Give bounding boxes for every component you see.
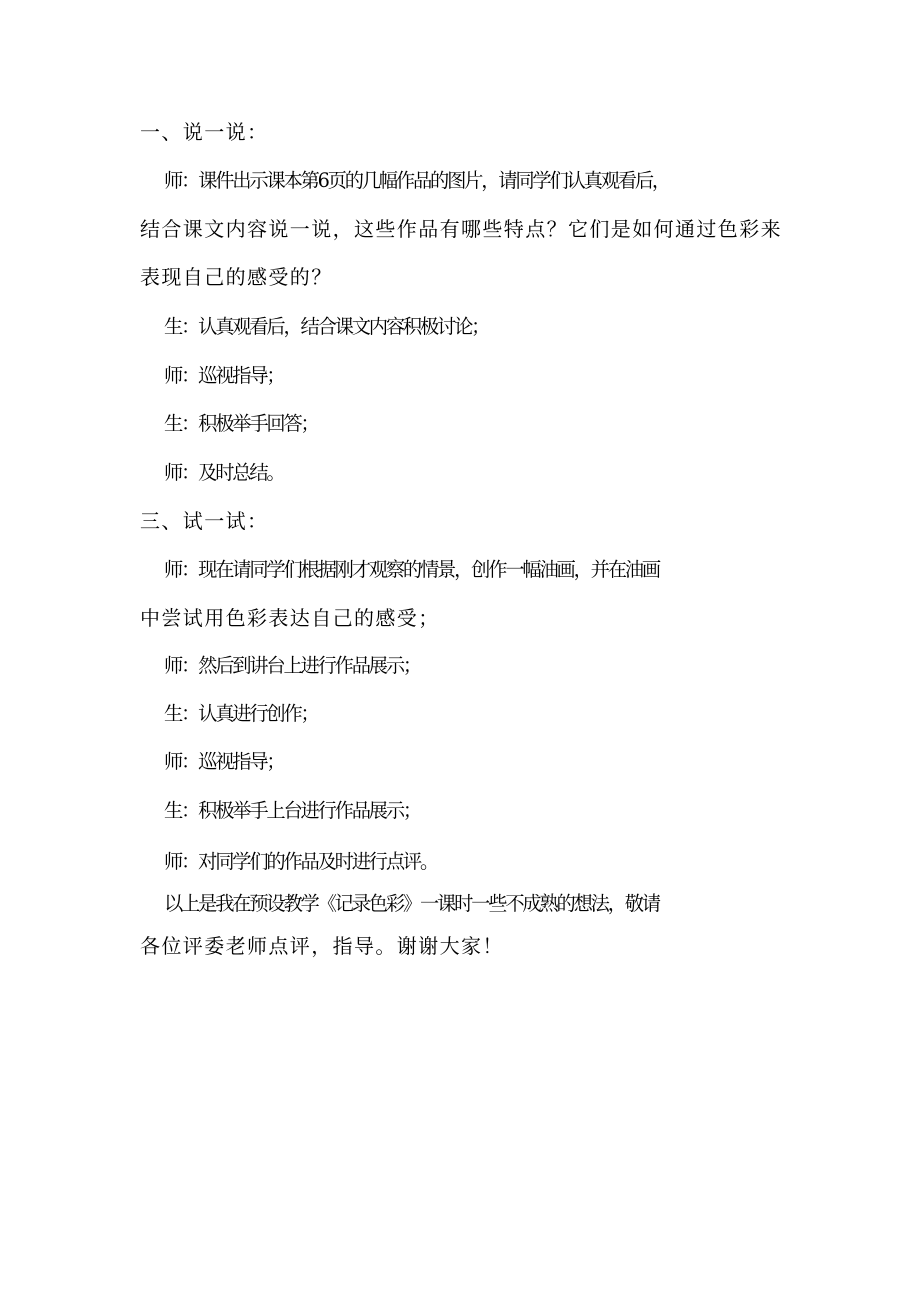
paragraph-line: 师：对同学们的作品及时进行点评。 [164, 850, 438, 873]
paragraph-line: 表现自己的感受的？ [140, 265, 333, 289]
paragraph-line: 结合课文内容说一说，这些作品有哪些特点？它们是如何通过色彩来 [140, 217, 782, 241]
section-heading-1: 一、说一说： [140, 120, 269, 144]
closing-line: 各位评委老师点评，指导。谢谢大家！ [140, 934, 504, 958]
paragraph-line: 师：现在请同学们根据刚才观察的情景，创作一幅油画，并在油画 [164, 558, 659, 581]
paragraph-line: 生：认真观看后，结合课文内容积极讨论； [164, 315, 489, 338]
paragraph-line: 师：课件出示课本第6页的几幅作品的图片，请同学们认真观看后， [164, 169, 669, 192]
closing-line: 以上是我在预设教学《记录色彩》一课时一些不成熟的想法，敬请 [164, 892, 659, 915]
paragraph-line: 生：认真进行创作； [164, 702, 318, 725]
paragraph-line: 中尝试用色彩表达自己的感受； [140, 606, 440, 630]
section-heading-3: 三、试一试： [140, 509, 269, 533]
paragraph-line: 师：及时总结。 [164, 461, 284, 484]
paragraph-line: 师：巡视指导； [164, 364, 284, 387]
paragraph-line: 师：然后到讲台上进行作品展示； [164, 654, 420, 677]
paragraph-line: 生：积极举手回答； [164, 412, 318, 435]
paragraph-line: 师：巡视指导； [164, 750, 284, 773]
paragraph-line: 生：积极举手上台进行作品展示； [164, 799, 420, 822]
